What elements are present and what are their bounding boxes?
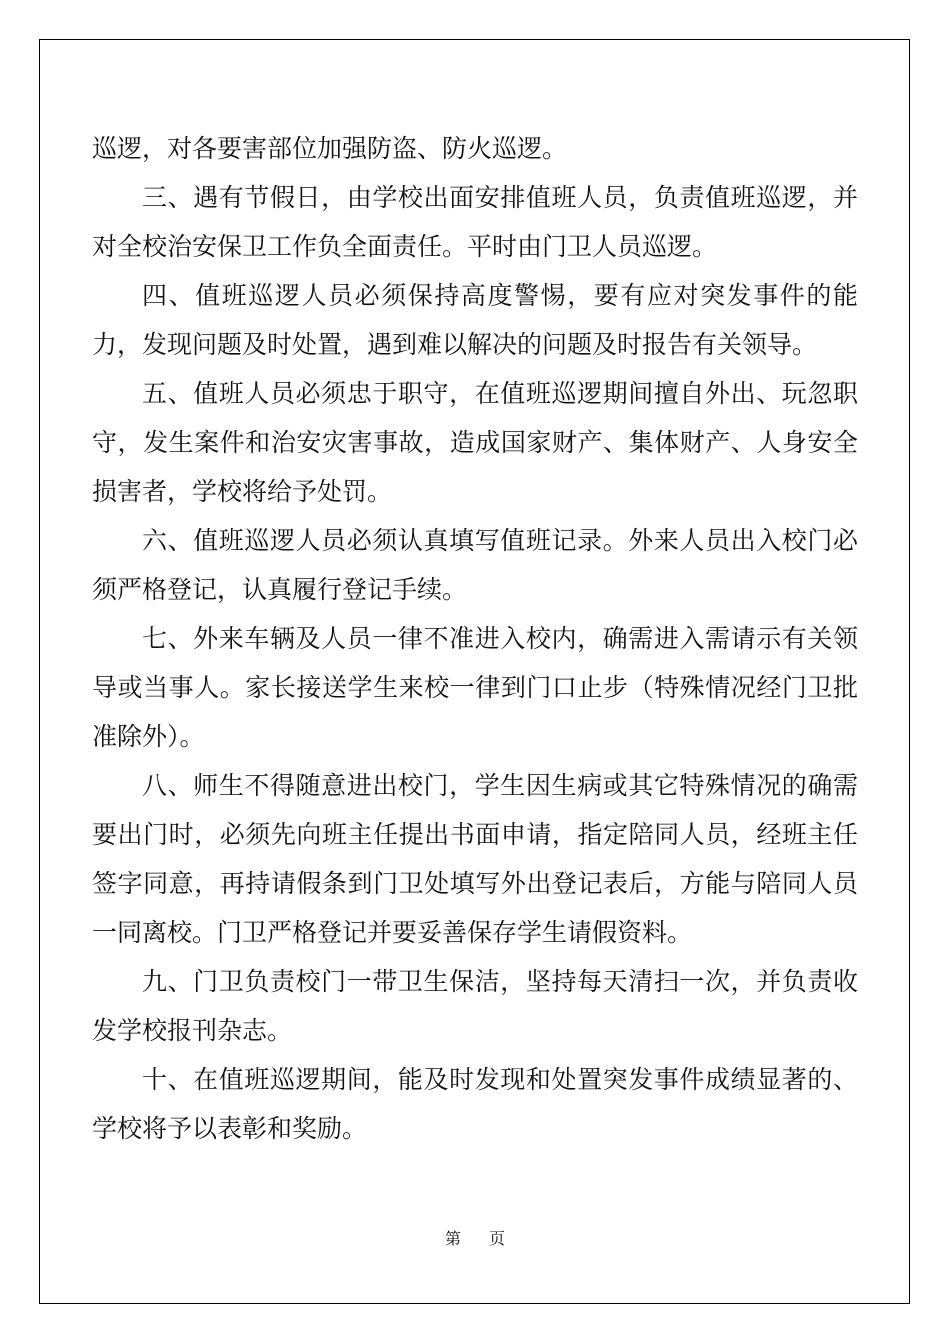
paragraph-2: 三、遇有节假日，由学校出面安排值班人员，负责值班巡逻，并对全校治安保卫工作负全面责任。平时由门卫人员巡逻。: [92, 183, 858, 261]
paragraph-7: 八、师生不得随意进出校门，学生因生病或其它特殊情况的确需要出门时，必须先向班主任提出书面申请，指定陪同人员，经班主任签字同意，再持请假条到门卫处填写外出登记表后，方能与陪同人员一同离校。门卫严格登记并要妥善保存学生请假资料。: [92, 771, 858, 947]
paragraph-3: 四、值班巡逻人员必须保持高度警惕，要有应对突发事件的能力，发现问题及时处置，遇到难以解决的问题及时报告有关领导。: [92, 281, 858, 359]
paragraph-6: 七、外来车辆及人员一律不准进入校内，确需进入需请示有关领导或当事人。家长接送学生来校一律到门口止步（特殊情况经门卫批准除外）。: [92, 624, 858, 751]
paragraph-5: 六、值班巡逻人员必须认真填写值班记录。外来人员出入校门必须严格登记，认真履行登记手续。: [92, 526, 858, 604]
paragraph-8: 九、门卫负责校门一带卫生保洁，坚持每天清扫一次，并负责收发学校报刊杂志。: [92, 967, 858, 1045]
paragraph-1: 巡逻，对各要害部位加强防盗、防火巡逻。: [92, 134, 568, 163]
page-footer: [0, 1226, 950, 1249]
paragraph-4: 五、值班人员必须忠于职守，在值班巡逻期间擅自外出、玩忽职守，发生案件和治安灾害事故，造成国家财产、集体财产、人身安全损害者，学校将给予处罚。: [92, 379, 858, 506]
paragraph-9: 十、在值班巡逻期间，能及时发现和处置突发事件成绩显著的、学校将予以表彰和奖励。: [92, 1065, 858, 1143]
footer-page-label-right: 页: [489, 1229, 506, 1248]
footer-page-label-left: 第: [444, 1229, 461, 1248]
document-body: [92, 124, 858, 1153]
